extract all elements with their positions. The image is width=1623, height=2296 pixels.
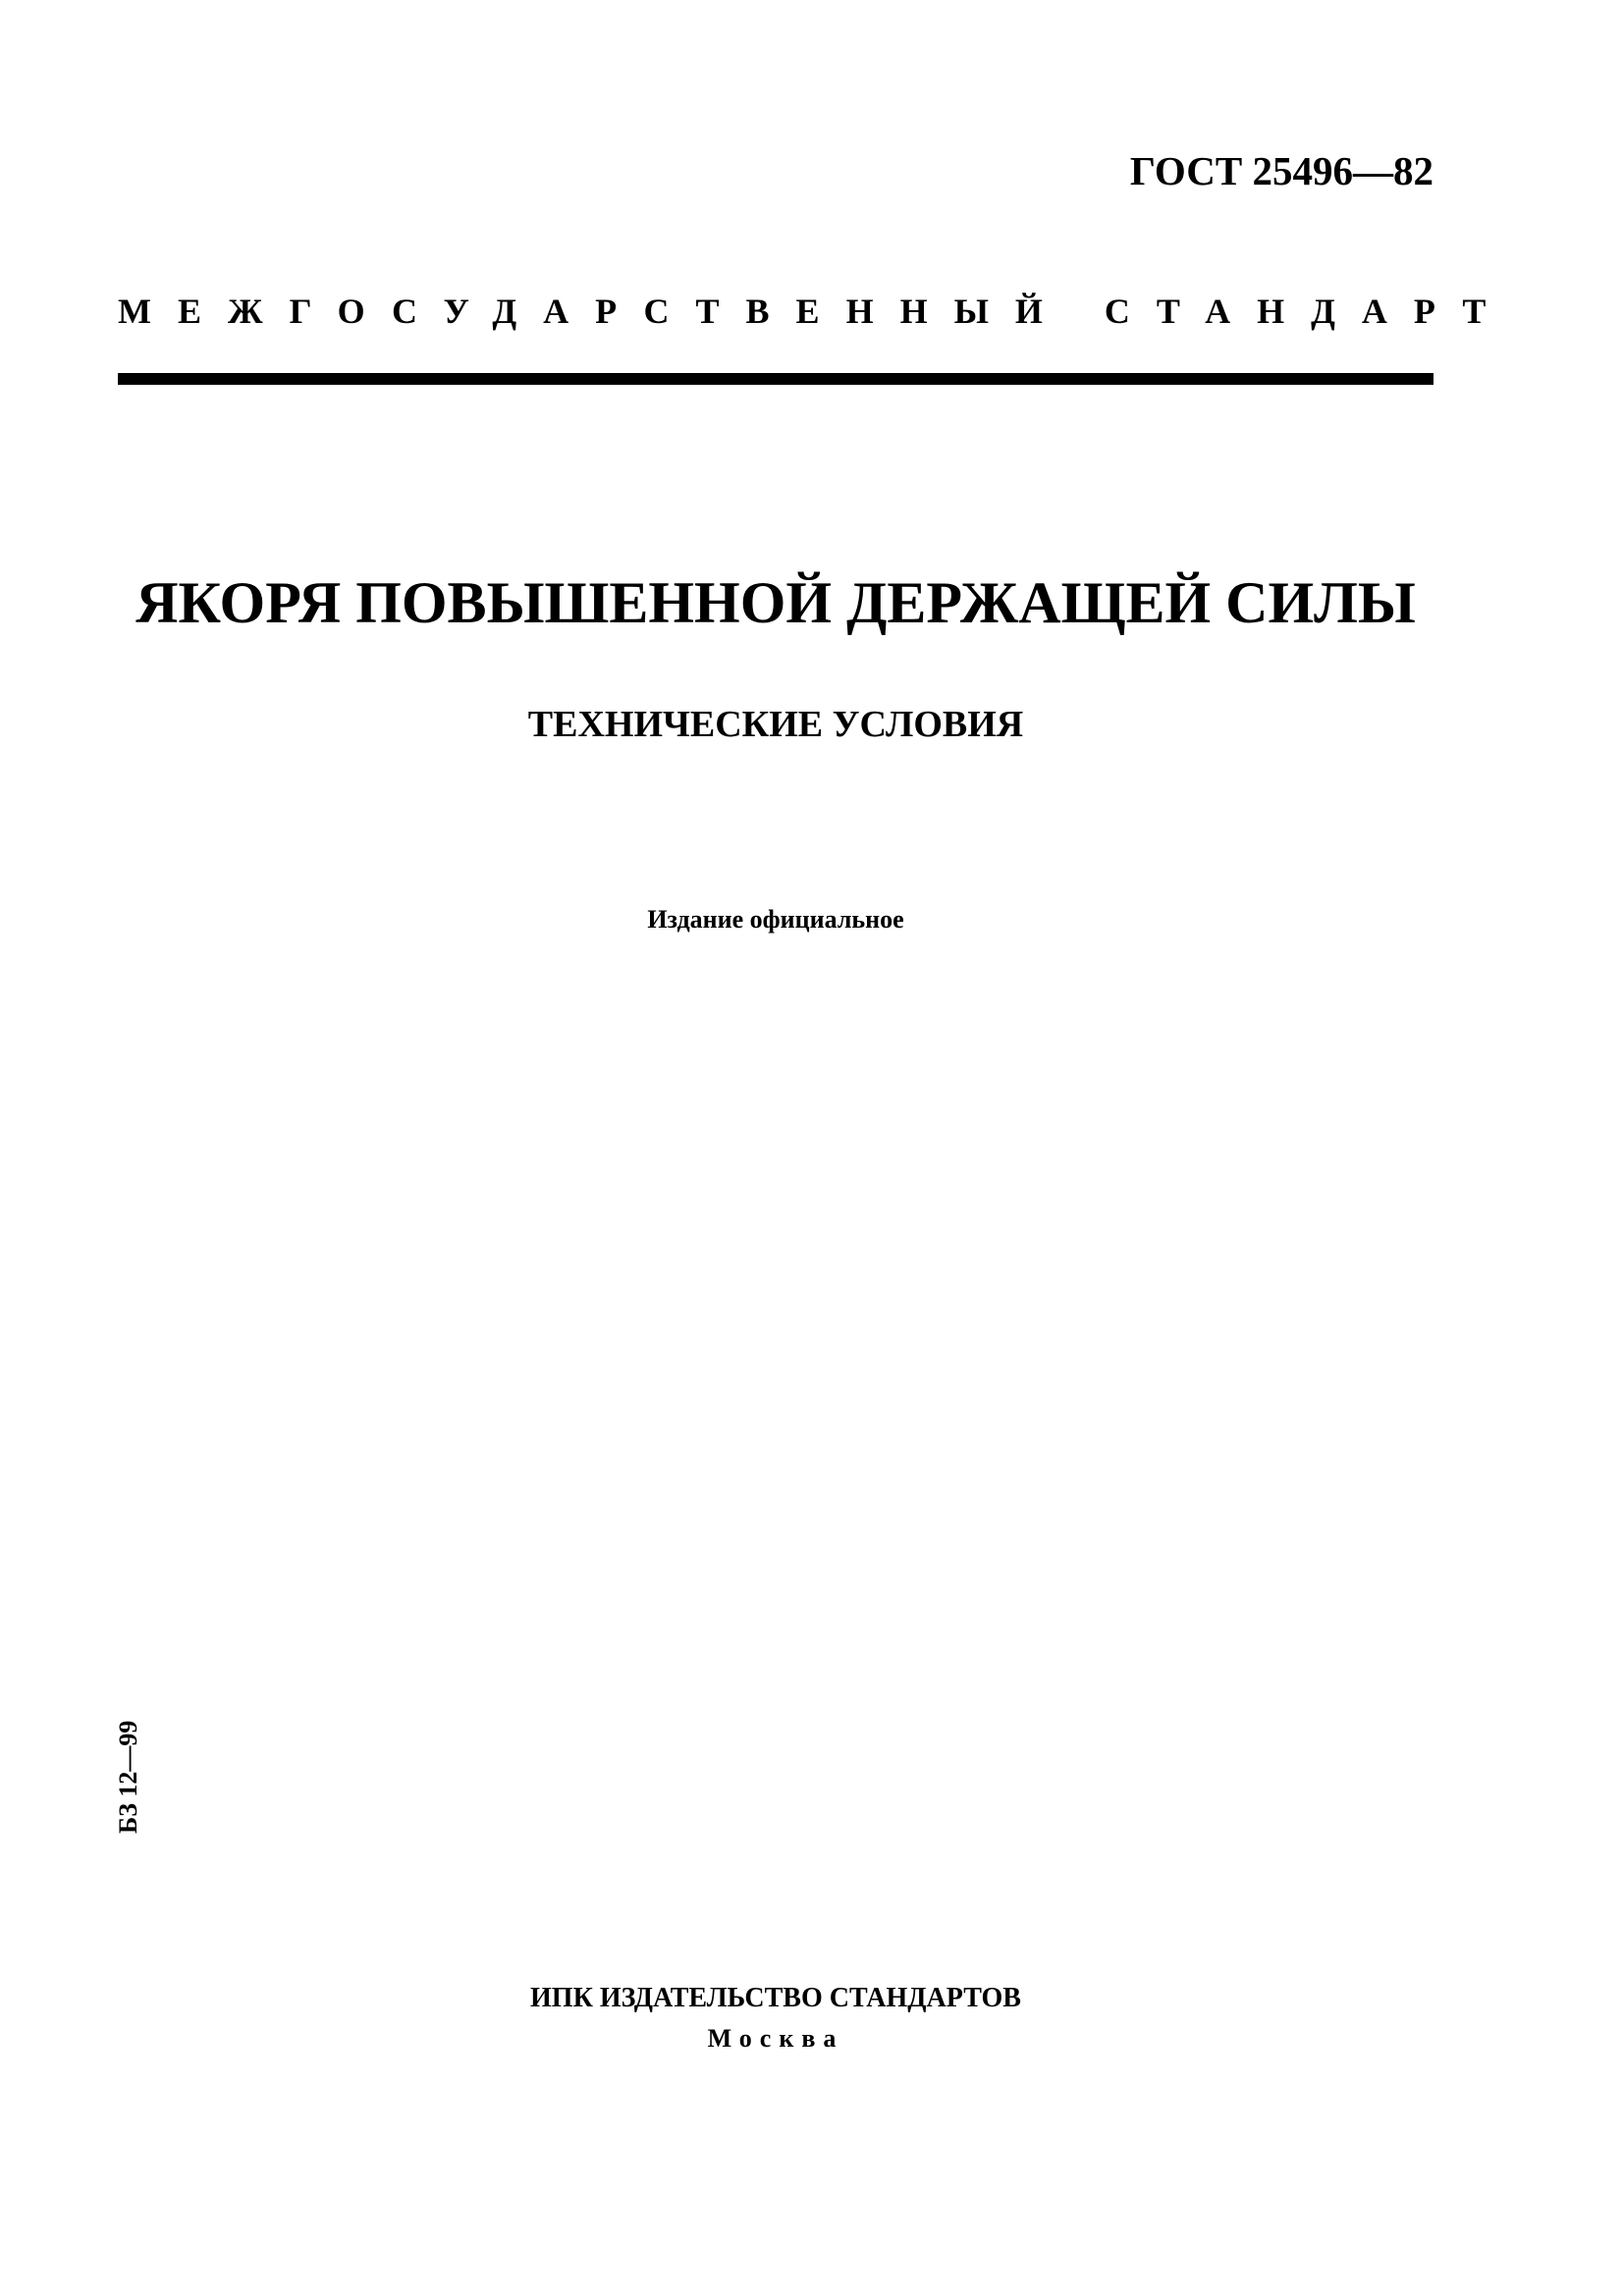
standard-category: МЕЖГОСУДАРСТВЕННЫЙ СТАНДАРТ: [118, 292, 1513, 331]
header-rule: [118, 373, 1434, 385]
side-code: БЗ 12—99: [114, 1720, 142, 1834]
document-title: ЯКОРЯ ПОВЫШЕННОЙ ДЕРЖАЩЕЙ СИЛЫ: [135, 570, 1416, 635]
publisher-name: ИПК ИЗДАТЕЛЬСТВО СТАНДАРТОВ: [530, 1983, 1021, 2013]
standard-number: ГОСТ 25496—82: [1129, 148, 1434, 193]
publisher-city: Москва: [707, 2024, 844, 2053]
document-subtitle: ТЕХНИЧЕСКИЕ УСЛОВИЯ: [527, 704, 1024, 745]
edition-note: Издание официальное: [647, 905, 904, 934]
